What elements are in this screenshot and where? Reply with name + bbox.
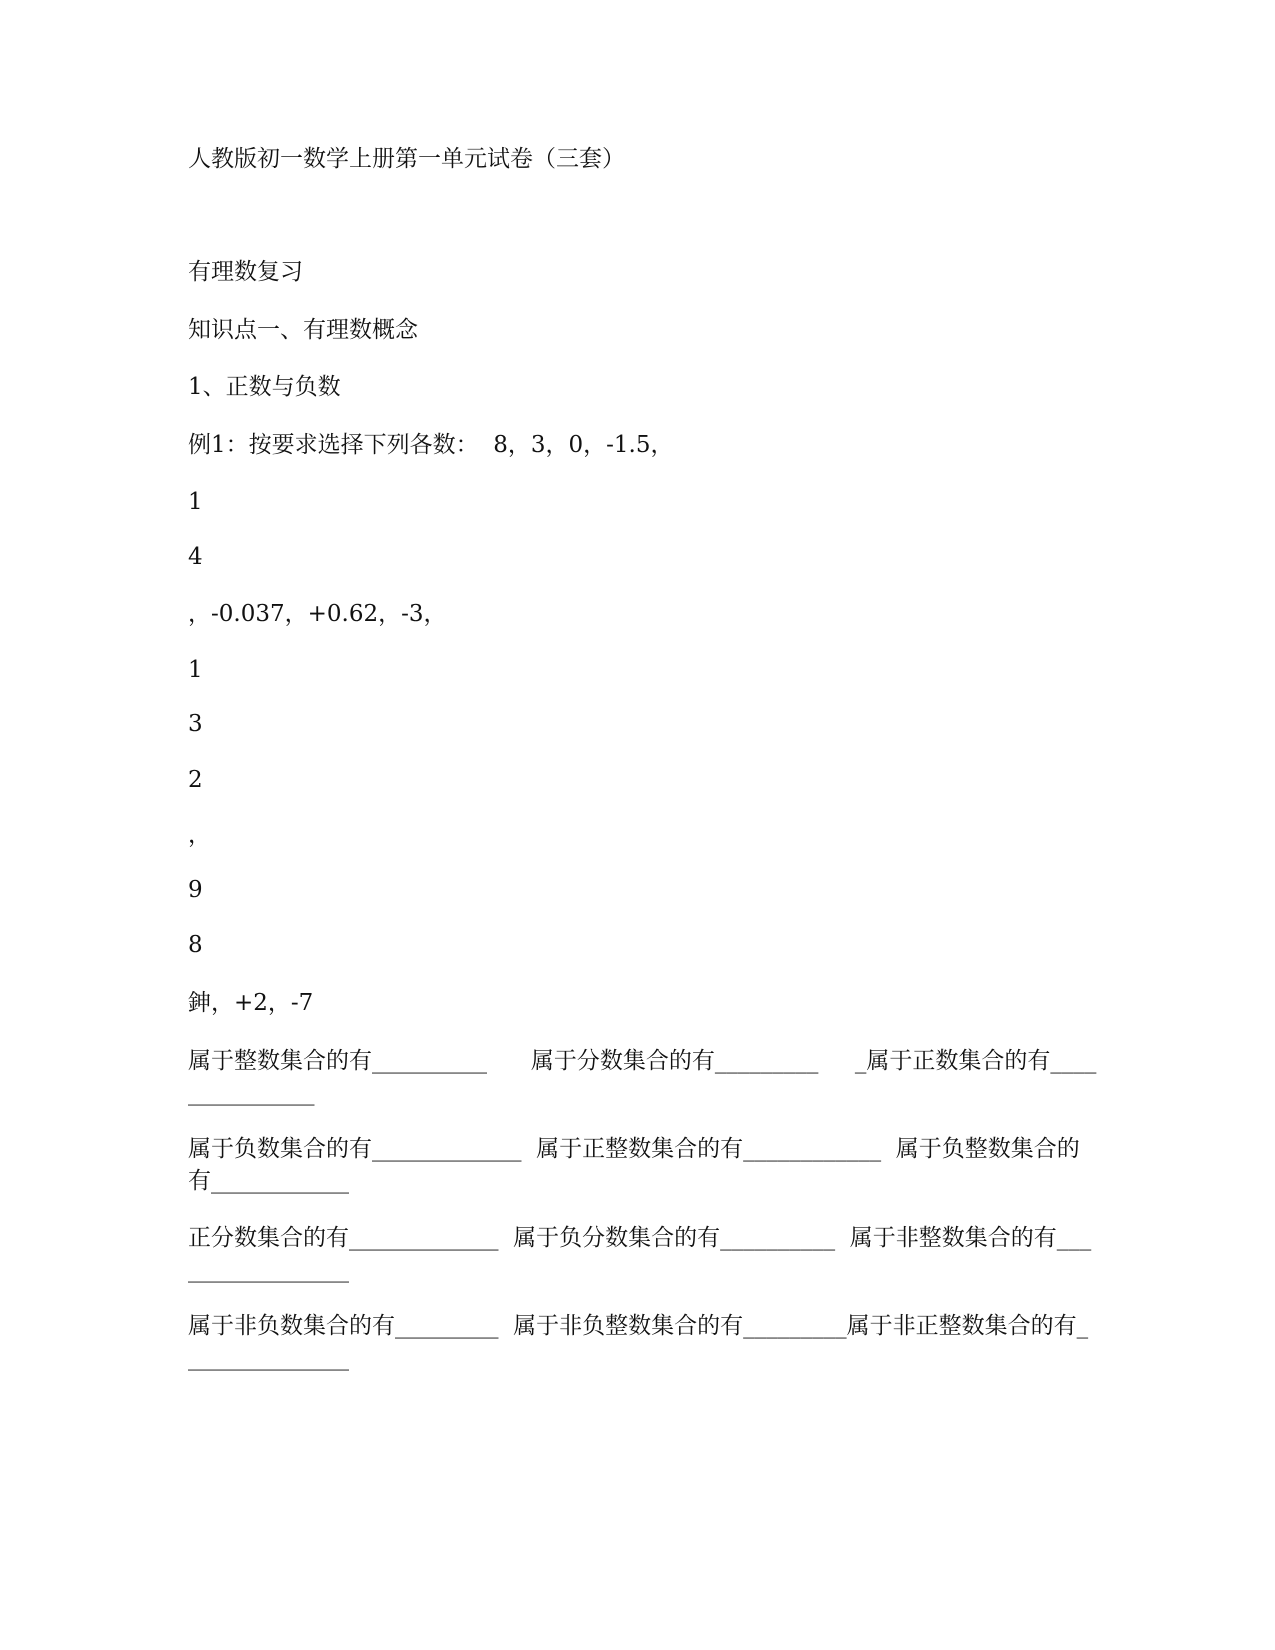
text-fragment: 1 (188, 489, 203, 515)
subsection-heading: 1、正数与负数 (188, 374, 341, 400)
question-line: 属于整数集合的有__________ 属于分数集合的有_________ _属于正数集合的有_______________ (188, 1048, 1097, 1106)
section-heading: 有理数复习 (188, 259, 303, 285)
question-line: 属于非负数集合的有_________ 属于非负整数集合的有_________属于非正整数集合的有_______________ (188, 1313, 1089, 1371)
text-fragment: ， (188, 822, 211, 848)
text-fragment: 4 (188, 544, 203, 570)
text-fragment: 3 (188, 711, 203, 737)
question-line: 正分数集合的有_____________ 属于负分数集合的有__________ 属于非整数集合的有_________________ (188, 1225, 1092, 1283)
question-line: 属于负数集合的有_____________ 属于正整数集合的有____________ 属于负整数集合的有____________ (188, 1136, 1080, 1194)
text-fragment: 8 (188, 932, 203, 958)
text-fragment: 鉮，+2，-7 (188, 990, 314, 1016)
text-fragment: 1 (188, 657, 203, 683)
document-title: 人教版初一数学上册第一单元试卷（三套） (188, 146, 625, 172)
knowledge-point-heading: 知识点一、有理数概念 (188, 317, 418, 343)
example-intro: 例1：按要求选择下列各数： 8，3，0，-1.5， (188, 432, 674, 458)
text-fragment: 9 (188, 877, 203, 903)
text-fragment: ，-0.037，+0.62，-3， (188, 601, 447, 627)
text-fragment: 2 (188, 767, 203, 793)
